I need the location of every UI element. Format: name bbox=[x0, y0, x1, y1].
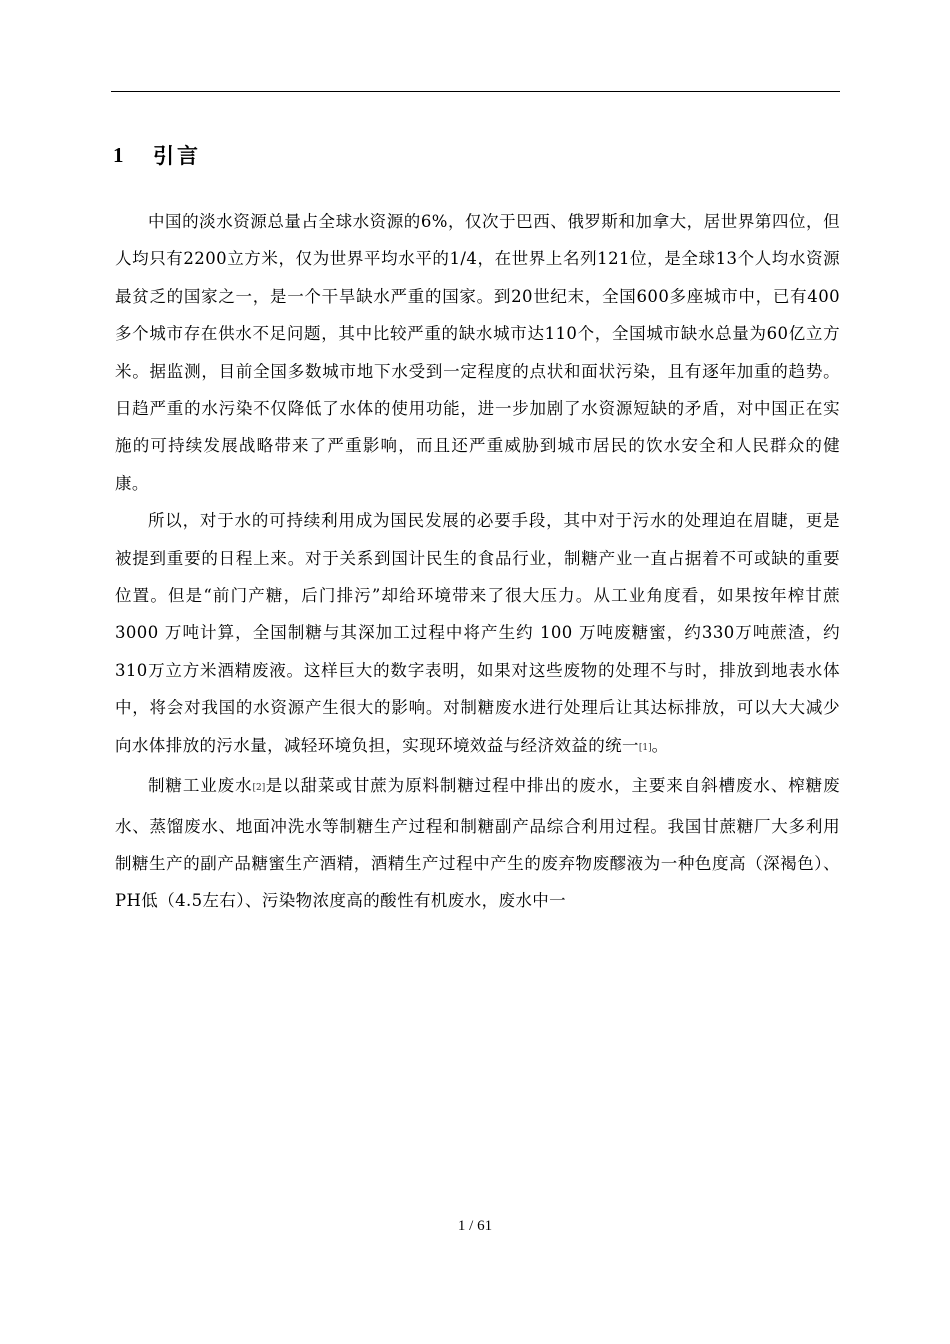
page-number: 1 / 61 bbox=[457, 1218, 493, 1234]
citation-1[interactable]: [1] bbox=[638, 742, 652, 753]
paragraph-2 bbox=[115, 502, 840, 767]
header-rule bbox=[111, 91, 840, 92]
paragraph-3 bbox=[115, 767, 840, 920]
paragraph-1-text: 中国的淡水资源总量占全球水资源的6%，仅次于巴西、俄罗斯和加拿大，居世界第四位，但人均只有2200立方米，仅为世界平均水平的1/4，在世界上名列121位，是全球13个人均水资源最贫乏的国家之一，是一个干旱缺水严重的国家。到20世纪末，全国600多座城市中，已有400多个城市存在供水不足问题，其中比较严重的缺水城市达110个，全国城市缺水总量为60亿立方米。据监测，目前全国多数城市地下水受到一定程度的点状和面状污染，且有逐年加重的趋势。日趋严重的水污染不仅降低了水体的使用功能，进一步加剧了水资源短缺的矛盾，对中国正在实施的可持续发展战略带来了严重影响，而且还严重威胁到城市居民的饮水安全和人民群众的健康。 bbox=[115, 212, 840, 493]
section-heading bbox=[113, 138, 201, 172]
section-title: 引言 bbox=[153, 143, 201, 168]
citation-2[interactable]: [2] bbox=[252, 783, 266, 794]
section-number: 1 bbox=[113, 142, 124, 167]
paragraph-3-text-end: 是以甜菜或甘蔗为原料制糖过程中排出的废水，主要来自斜槽废水、榨糖废水、蒸馏废水、地面冲洗水等制糖生产过程和制糖副产品综合利用过程。我国甘蔗糖厂大多利用制糖生产的副产品糖蜜生产酒精，酒精生产过程中产生的废弃物废醪液为一种色度高（深褐色）、PH低（4.5左右）、污染物浓度高的酸性有机废水，废水中一 bbox=[115, 776, 840, 911]
paragraph-2-text: 所以，对于水的可持续利用成为国民发展的必要手段，其中对于污水的处理迫在眉睫，更是被提到重要的日程上来。对于关系到国计民生的食品行业，制糖产业一直占据着不可或缺的重要位置。但是“前门产糖，后门排污”却给环境带来了很大压力。从工业角度看，如果按年榨甘蔗 3000 万吨计算，全国制糖与其深加工过程中将产生约 100 万吨废糖蜜，约330万吨蔗渣，约310万立方米酒精废液。这样巨大的数字表明，如果对这些废物的处理不与时，排放到地表水体中，将会对我国的水资源产生很大的影响。对制糖废水进行处理后让其达标排放，可以大大减少向水体排放的污水量，减轻环境负担，实现环境效益与经济效益的统一 bbox=[115, 511, 840, 755]
paragraph-2-text-end: 。 bbox=[651, 735, 669, 755]
paragraph-3-text: 制糖工业废水 bbox=[148, 776, 253, 796]
body-text bbox=[115, 203, 840, 920]
paragraph-1 bbox=[115, 203, 840, 502]
